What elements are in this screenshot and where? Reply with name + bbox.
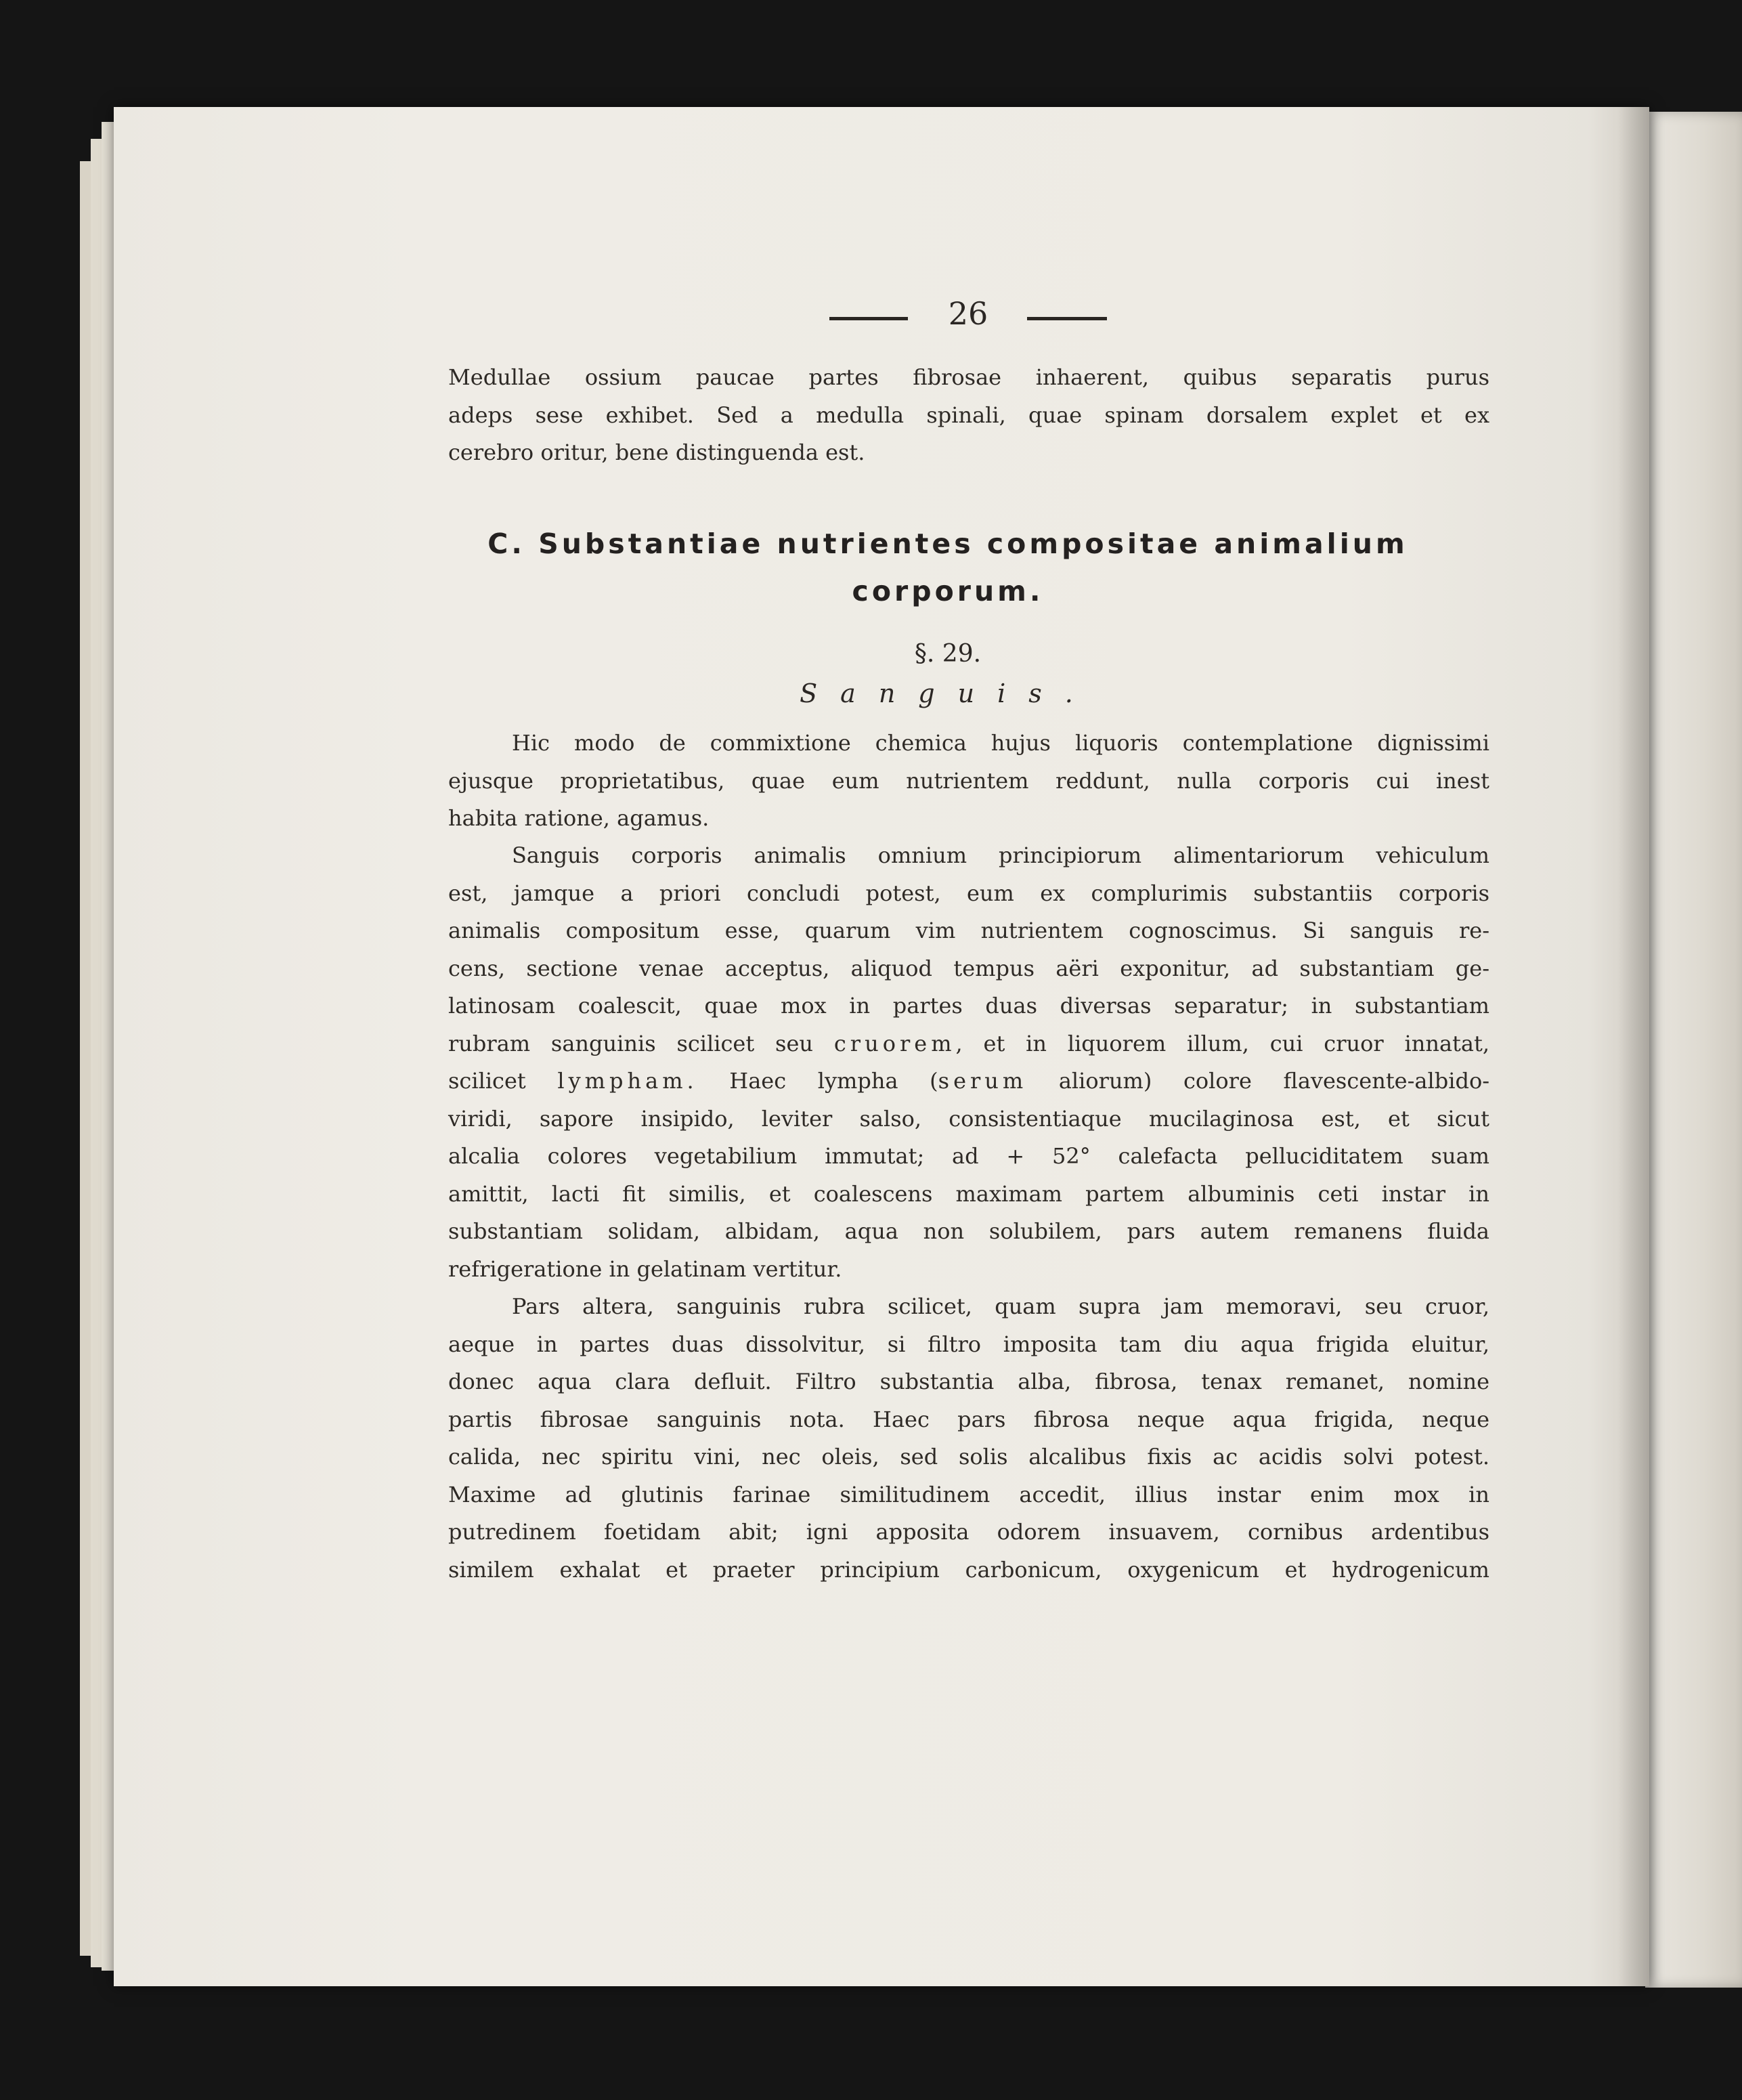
text-line: Medullae ossium paucae partes fibrosae inhaerent, quibus separatis purus bbox=[448, 364, 1489, 390]
text-line: amittit, lacti fit similis, et coalescens maximam partem albuminis ceti instar in bbox=[448, 1180, 1489, 1207]
text-line: Pars altera, sanguinis rubra scilicet, quam supra jam memoravi, seu cruor, bbox=[512, 1293, 1489, 1319]
text-line: Hic modo de commixtione chemica hujus liquoris contemplatione dignissimi bbox=[512, 730, 1489, 756]
text-line: viridi, sapore insipido, leviter salso, consistentiaque mucilaginosa est, et sicut bbox=[448, 1105, 1489, 1132]
text-line: substantiam solidam, albidam, aqua non solubilem, pars autem remanens fluida bbox=[448, 1218, 1489, 1244]
page-gutter bbox=[1618, 107, 1649, 1986]
emphasized-term: lympham. bbox=[557, 1068, 698, 1094]
text-run: aliorum) colore flavescente-albido- bbox=[1027, 1068, 1490, 1094]
text-line: putredinem foetidam abit; igni apposita odorem insuavem, cornibus ardentibus bbox=[448, 1519, 1489, 1545]
text-line: est, jamque a priori concludi potest, eum ex complurimis substantiis corporis bbox=[448, 880, 1489, 906]
paragraph-1 bbox=[448, 725, 1489, 838]
text-line: cerebro oritur, bene distinguenda est. bbox=[448, 440, 865, 465]
text-line: animalis compositum esse, quarum vim nutrientem cognoscimus. Si sanguis re- bbox=[448, 918, 1489, 943]
text-run: , et in liquorem illum, cui cruor innatat, bbox=[955, 1030, 1490, 1056]
text-run: rubram sanguinis scilicet seu bbox=[448, 1030, 814, 1056]
text-line bbox=[448, 1025, 1489, 1063]
chapter-heading bbox=[406, 520, 1489, 615]
text-line: latinosam coalescit, quae mox in partes duas diversas separatur; in substantiam bbox=[448, 993, 1489, 1019]
text-run: Haec lympha ( bbox=[697, 1068, 938, 1094]
section-number: §. 29. bbox=[914, 640, 982, 668]
text-line: habita ratione, agamus. bbox=[448, 805, 710, 831]
page-header bbox=[829, 297, 1107, 337]
emphasized-term: cruorem bbox=[833, 1030, 956, 1056]
text-line: alcalia colores vegetabilium immutat; ad + 52° calefacta pelluciditatem suam bbox=[448, 1143, 1489, 1169]
page-number: 26 bbox=[948, 295, 988, 332]
text-line: Sanguis corporis animalis omnium principiorum alimentariorum vehiculum bbox=[512, 842, 1489, 868]
text-line: similem exhalat et praeter principium carbonicum, oxygenicum et hydrogenicum bbox=[448, 1556, 1489, 1583]
next-page-edge bbox=[1645, 112, 1742, 1988]
text-line: aeque in partes duas dissolvitur, si filtro imposita tam diu aqua frigida eluitur, bbox=[448, 1331, 1489, 1357]
header-rule-left bbox=[829, 317, 908, 320]
intro-paragraph bbox=[448, 359, 1489, 472]
paragraph-2 bbox=[448, 837, 1489, 1288]
text-line: calida, nec spiritu vini, nec oleis, sed solis alcalibus fixis ac acidis solvi potest. bbox=[448, 1444, 1489, 1470]
heading-line: C. Substantiae nutrientes compositae animalium bbox=[487, 528, 1408, 560]
text-line: Maxime ad glutinis farinae similitudinem accedit, illius instar enim mox in bbox=[448, 1481, 1489, 1507]
heading-line: corporum. bbox=[852, 575, 1044, 607]
text-line: adeps sese exhibet. Sed a medulla spinali, quae spinam dorsalem explet et ex bbox=[448, 402, 1489, 428]
header-rule-right bbox=[1027, 317, 1107, 320]
text-line: refrigeratione in gelatinam vertitur. bbox=[448, 1256, 842, 1282]
text-line: cens, sectione venae acceptus, aliquod tempus aëri exponitur, ad substantiam ge- bbox=[448, 955, 1489, 981]
text-line: partis fibrosae sanguinis nota. Haec pars fibrosa neque aqua frigida, neque bbox=[448, 1406, 1489, 1432]
text-line: donec aqua clara defluit. Filtro substantia alba, fibrosa, tenax remanet, nomine bbox=[448, 1369, 1489, 1394]
section-title: Sanguis. bbox=[800, 679, 1096, 708]
text-line: ejusque proprietatibus, quae eum nutrientem reddunt, nulla corporis cui inest bbox=[448, 767, 1489, 794]
paragraph-3 bbox=[448, 1288, 1489, 1589]
text-run: scilicet bbox=[448, 1068, 526, 1094]
text-line bbox=[448, 1063, 1489, 1100]
emphasized-term: serum bbox=[938, 1068, 1028, 1094]
